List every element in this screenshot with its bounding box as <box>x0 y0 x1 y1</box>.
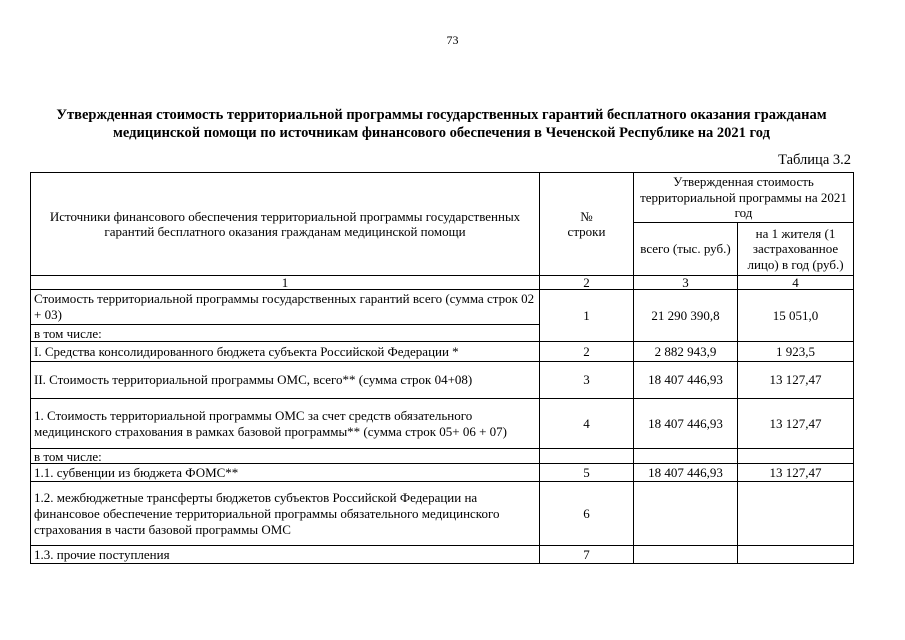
row-per-capita: 13 127,47 <box>738 464 854 482</box>
column-number: 1 <box>31 276 540 290</box>
row-total: 18 407 446,93 <box>634 399 738 449</box>
row-total <box>634 546 738 564</box>
row-number <box>540 449 634 464</box>
row-total: 2 882 943,9 <box>634 342 738 362</box>
row-number: 3 <box>540 362 634 399</box>
row-number: 4 <box>540 399 634 449</box>
table-row <box>31 482 854 546</box>
header-row-number <box>540 173 634 276</box>
table-row <box>31 362 854 399</box>
table-row <box>31 342 854 362</box>
table-row <box>31 290 854 325</box>
table-row <box>31 464 854 482</box>
row-source: I. Средства консолидированного бюджета субъекта Российской Федерации * <box>31 342 540 362</box>
row-total: 18 407 446,93 <box>634 464 738 482</box>
row-per-capita: 15 051,0 <box>738 290 854 342</box>
row-source: II. Стоимость территориальной программы ОМС, всего** (сумма строк 04+08) <box>31 362 540 399</box>
header-approved-cost: Утвержденная стоимость территориальной программы на 2021 год <box>634 173 854 223</box>
table-header-row <box>31 173 854 223</box>
row-per-capita: 13 127,47 <box>738 399 854 449</box>
row-number: 2 <box>540 342 634 362</box>
table-caption: Таблица 3.2 <box>778 152 851 168</box>
page-number: 73 <box>446 33 459 47</box>
row-per-capita <box>738 449 854 464</box>
row-number: 1 <box>540 290 634 342</box>
title-line-1: Утвержденная стоимость территориальной программы государственных гарантий бесплатного оказания гражданам <box>56 107 827 123</box>
row-source: 1.1. субвенции из бюджета ФОМС** <box>31 464 540 482</box>
row-source: 1.3. прочие поступления <box>31 546 540 564</box>
row-per-capita <box>738 546 854 564</box>
document-title <box>10 106 873 142</box>
column-number: 3 <box>634 276 738 290</box>
header-source: Источники финансового обеспечения территориальной программы государственных гарантий бесплатного оказания гражданам медицинской помощи <box>31 173 540 276</box>
table-row <box>31 449 854 464</box>
row-per-capita: 13 127,47 <box>738 362 854 399</box>
row-source: в том числе: <box>31 449 540 464</box>
column-number-row <box>31 276 854 290</box>
row-per-capita: 1 923,5 <box>738 342 854 362</box>
column-number: 2 <box>540 276 634 290</box>
header-per-capita: на 1 жителя (1 застрахованное лицо) в год (руб.) <box>738 223 854 276</box>
row-total: 21 290 390,8 <box>634 290 738 342</box>
row-total <box>634 449 738 464</box>
title-line-2: медицинской помощи по источникам финансового обеспечения в Чеченской Республике на 2021 год <box>113 125 770 141</box>
row-per-capita <box>738 482 854 546</box>
row-source: Стоимость территориальной программы государственных гарантий всего (сумма строк 02 + 03) <box>31 290 540 325</box>
row-number: 7 <box>540 546 634 564</box>
header-total: всего (тыс. руб.) <box>634 223 738 276</box>
table-row <box>31 546 854 564</box>
row-number: 6 <box>540 482 634 546</box>
row-number: 5 <box>540 464 634 482</box>
row-source: 1. Стоимость территориальной программы ОМС за счет средств обязательного медицинского страхования в рамках базовой программы** (сумма строк 05+ 06 + 07) <box>31 399 540 449</box>
cost-table <box>30 172 854 564</box>
row-total: 18 407 446,93 <box>634 362 738 399</box>
table-row <box>31 399 854 449</box>
row-source: 1.2. межбюджетные трансферты бюджетов субъектов Российской Федерации на финансовое обеспечение территориальной программы обязательного медицинского страхования в части базовой программы ОМС <box>31 482 540 546</box>
row-source: в том числе: <box>31 325 540 342</box>
row-total <box>634 482 738 546</box>
header-row-number-label: № строки <box>567 208 606 239</box>
column-number: 4 <box>738 276 854 290</box>
